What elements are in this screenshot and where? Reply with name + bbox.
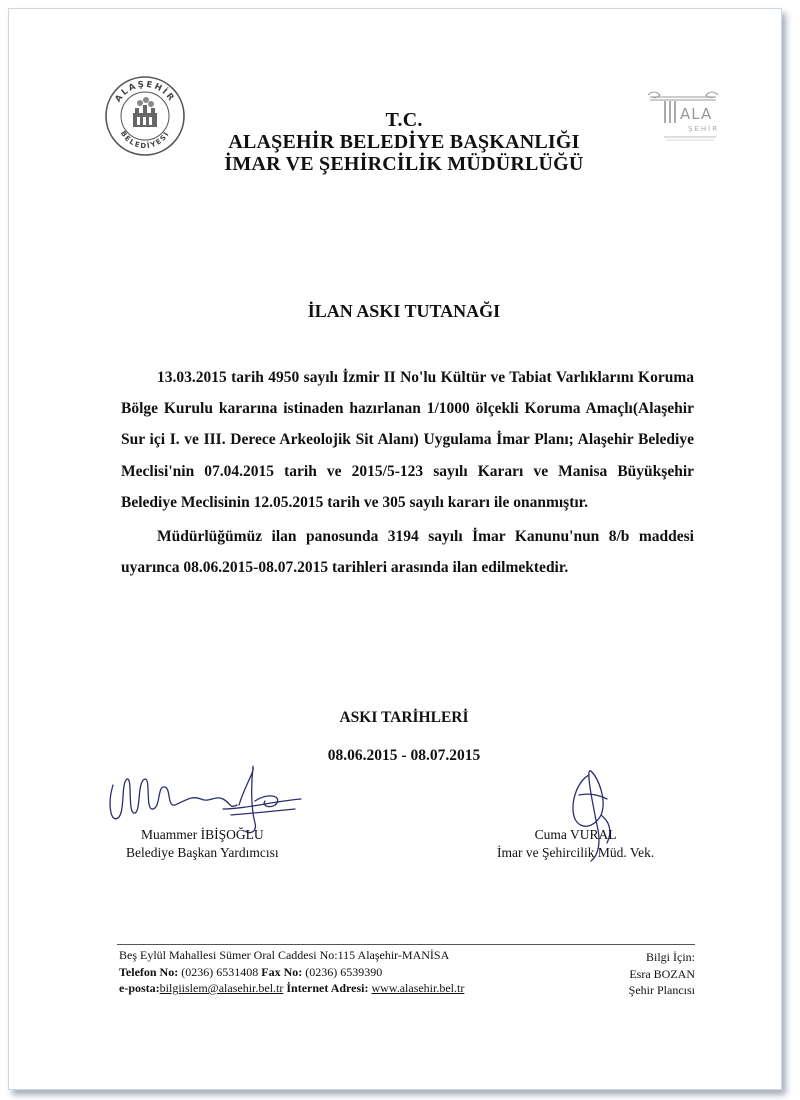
document-page [8, 8, 782, 1090]
svg-text:BELEDİYESİ: BELEDİYESİ [118, 129, 172, 151]
info-name: Esra BOZAN [629, 966, 695, 981]
left-signatory-role: Belediye Başkan Yardımcısı [126, 845, 279, 860]
svg-text:ŞEHİR: ŞEHİR [688, 125, 720, 133]
website-link[interactable]: www.alasehir.bel.tr [371, 981, 465, 995]
footer-contact-info [119, 947, 549, 997]
footer-email-web-line [119, 980, 549, 997]
right-signature-block [497, 826, 654, 862]
right-signatory-name: Cuma VURAL [534, 827, 617, 842]
document-body [121, 362, 694, 583]
svg-text:ALAŞEHİR: ALAŞEHİR [113, 79, 177, 105]
body-paragraph-2: Müdürlüğümüz ilan panosunda 3194 sayılı İmar Kanunu'nun 8/b maddesi uyarınca 08.06.2015-08.07.2015 tarihleri arasında ilan edilmektedir. [121, 528, 694, 577]
phone-label: Telefon No: [119, 964, 179, 979]
left-signature-block [126, 826, 279, 862]
letterhead-line-municipality: ALAŞEHİR BELEDİYE BAŞKANLIĞI [228, 131, 580, 153]
fax-label: Fax No: [261, 964, 303, 979]
letterhead-line-tc: T.C. [385, 109, 423, 131]
phone-number: (0236) 6531408 [181, 964, 259, 979]
svg-text:ALA: ALA [680, 105, 713, 123]
footer-address: Beş Eylül Mahallesi Sümer Oral Caddesi No:115 Alaşehir-MANİSA [119, 948, 450, 962]
fax-number: (0236) 6539390 [305, 964, 383, 979]
body-paragraph-1: 13.03.2015 tarih 4950 sayılı İzmir II No'lu Kültür ve Tabiat Varlıklarını Koruma Bölge Kurulu kararına istinaden hazırlanan 1/1000 ölçekli Koruma Amaçlı(Alaşehir Sur içi I. ve III. Derece Arkeolojik Sit Alanı) Uygulama İmar Planı; Alaşehir Belediye Meclisi'nin 07.04.2015 tarih ve 2015/5-123 sayılı Kararı ve Manisa Büyükşehir Belediye Meclisinin 12.05.2015 tarih ve 305 sayılı kararı ile onanmıştır. [121, 369, 694, 511]
posting-dates-value: 08.06.2015 - 08.07.2015 [327, 747, 481, 764]
letterhead-line-directorate: İMAR VE ŞEHİRCİLİK MÜDÜRLÜĞÜ [224, 153, 584, 175]
email-label: e-posta: [119, 981, 160, 995]
info-label: Bilgi İçin: [646, 950, 695, 964]
footer-divider [117, 944, 695, 945]
posting-dates-heading: ASKI TARİHLERİ [339, 709, 469, 726]
document-title: İLAN ASKI TUTANAĞI [307, 301, 501, 321]
letterhead [9, 109, 799, 175]
footer-phone-fax-line [119, 964, 549, 981]
info-role: Şehir Plancısı [628, 983, 695, 997]
web-label: İnternet Adresi: [286, 981, 369, 995]
email-link[interactable]: bilgiislem@alasehir.bel.tr [159, 981, 284, 995]
left-signatory-name: Muammer İBİŞOĞLU [141, 827, 264, 842]
right-signatory-role: İmar ve Şehircilik Müd. Vek. [497, 845, 655, 860]
footer-info-contact [599, 949, 695, 999]
